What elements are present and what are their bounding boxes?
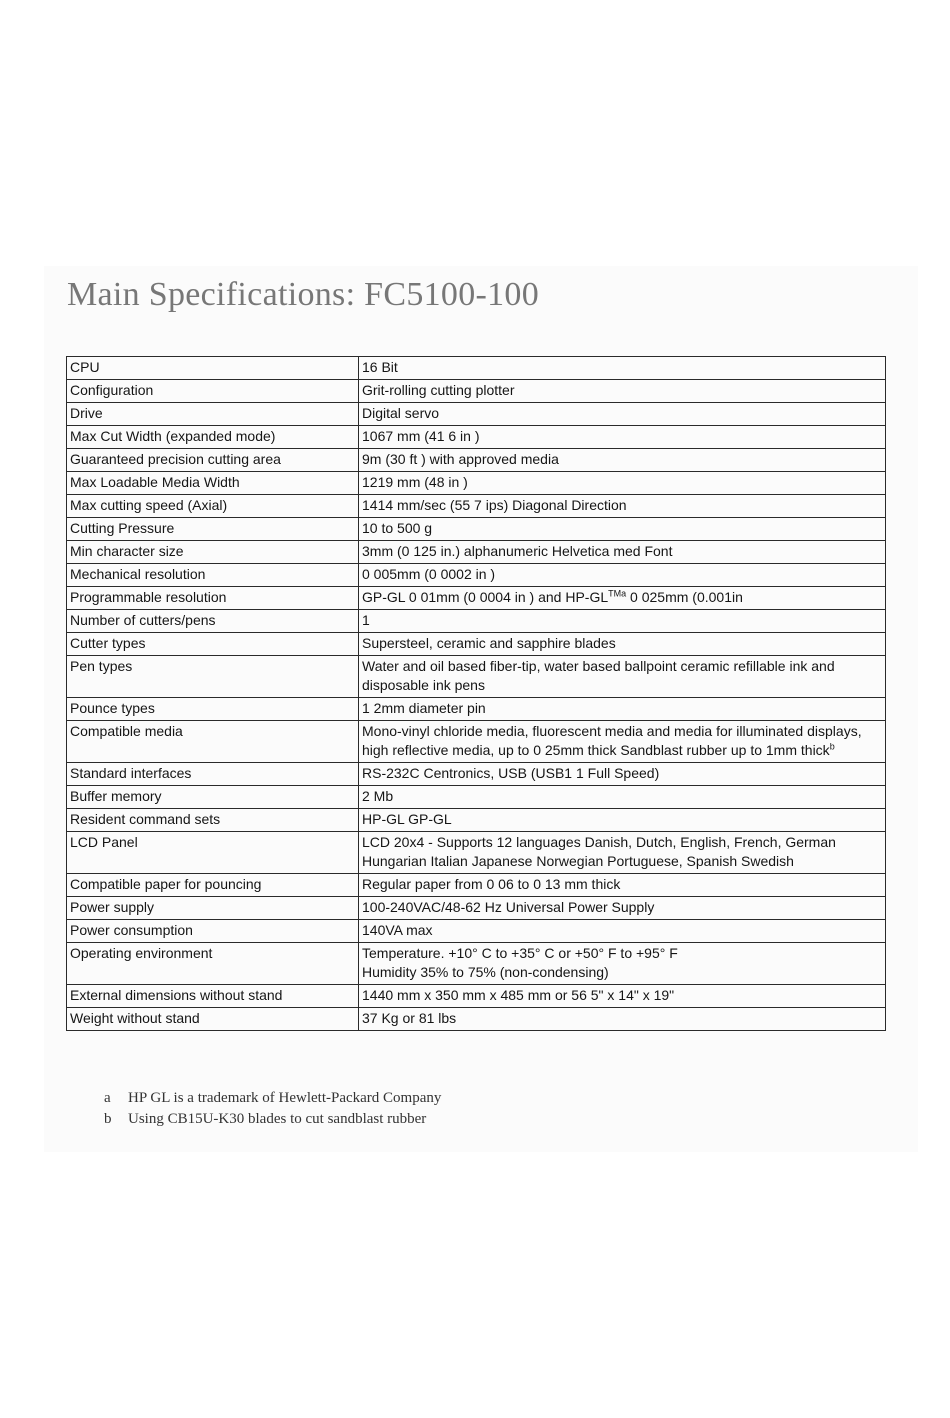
footnote-a <box>104 1090 441 1107</box>
spec-row <box>67 564 886 587</box>
spec-value <box>359 920 886 943</box>
spec-value-text: LCD 20x4 - Supports 12 languages Danish, Dutch, English, French, German Hungarian Italian Japanese Norwegian Portuguese, Spanish Swedish <box>362 834 836 869</box>
spec-row <box>67 897 886 920</box>
spec-value-text: 3mm (0 125 in.) alphanumeric Helvetica med Font <box>362 543 673 559</box>
spec-value-text: 100-240VAC/48-62 Hz Universal Power Supply <box>362 899 655 915</box>
spec-value <box>359 449 886 472</box>
spec-label: Weight without stand <box>67 1008 359 1031</box>
spec-row <box>67 874 886 897</box>
spec-value-text: 1219 mm (48 in ) <box>362 474 468 490</box>
spec-value-tail: 0 025mm (0.001in <box>626 589 743 605</box>
specifications-table <box>66 356 886 1031</box>
spec-row <box>67 763 886 786</box>
spec-row <box>67 633 886 656</box>
spec-value-text: Temperature. +10° C to +35° C or +50° F to +95° F <box>362 945 678 961</box>
spec-row <box>67 721 886 763</box>
footnote-letter: a <box>104 1090 111 1106</box>
spec-label: Cutter types <box>67 633 359 656</box>
spec-row <box>67 832 886 874</box>
spec-label: Max cutting speed (Axial) <box>67 495 359 518</box>
spec-label: Resident command sets <box>67 809 359 832</box>
spec-row <box>67 426 886 449</box>
spec-label: Power consumption <box>67 920 359 943</box>
spec-value <box>359 541 886 564</box>
spec-label: Pounce types <box>67 698 359 721</box>
spec-label: Compatible paper for pouncing <box>67 874 359 897</box>
spec-value-text: Digital servo <box>362 405 440 421</box>
spec-label: Drive <box>67 403 359 426</box>
spec-label: LCD Panel <box>67 832 359 874</box>
spec-value-text: 1 <box>362 612 370 628</box>
spec-value-text: Regular paper from 0 06 to 0 13 mm thick <box>362 876 621 892</box>
spec-row <box>67 403 886 426</box>
spec-value <box>359 943 886 985</box>
spec-label: Operating environment <box>67 943 359 985</box>
spec-label: Pen types <box>67 656 359 698</box>
spec-value <box>359 610 886 633</box>
spec-value <box>359 380 886 403</box>
spec-value-text: Mono-vinyl chloride media, fluorescent media and media for illuminated displays, high reflective media, up to 0 25mm thick Sandblast rubber up to 1mm thick <box>362 723 862 758</box>
spec-row <box>67 587 886 610</box>
footnote-letter: b <box>104 1111 112 1127</box>
spec-value <box>359 874 886 897</box>
spec-row <box>67 541 886 564</box>
spec-value <box>359 786 886 809</box>
spec-value-text: 10 to 500 g <box>362 520 433 536</box>
footnote-text: Using CB15U-K30 blades to cut sandblast rubber <box>128 1111 427 1127</box>
spec-label: External dimensions without stand <box>67 985 359 1008</box>
spec-row <box>67 920 886 943</box>
spec-value <box>359 518 886 541</box>
spec-value-text: 1440 mm x 350 mm x 485 mm or 56 5" x 14" x 19" <box>362 987 675 1003</box>
spec-label: Programmable resolution <box>67 587 359 610</box>
spec-label: Number of cutters/pens <box>67 610 359 633</box>
spec-value <box>359 721 886 763</box>
spec-value-text: 140VA max <box>362 922 433 938</box>
spec-label: Configuration <box>67 380 359 403</box>
spec-label: Compatible media <box>67 721 359 763</box>
spec-value <box>359 1008 886 1031</box>
spec-row <box>67 518 886 541</box>
spec-label: Buffer memory <box>67 786 359 809</box>
spec-value <box>359 763 886 786</box>
spec-value <box>359 472 886 495</box>
footnotes <box>104 1090 441 1132</box>
spec-value <box>359 426 886 449</box>
spec-row <box>67 472 886 495</box>
spec-row <box>67 610 886 633</box>
footnote-marker: b <box>829 741 835 752</box>
spec-value-text: 2 Mb <box>362 788 394 804</box>
spec-value-text: RS-232C Centronics, USB (USB1 1 Full Speed) <box>362 765 660 781</box>
spec-value-text: 9m (30 ft ) with approved media <box>362 451 559 467</box>
spec-value <box>359 633 886 656</box>
page-title: Main Specifications: FC5100-100 <box>67 276 540 313</box>
footnote-text: HP GL is a trademark of Hewlett-Packard Company <box>128 1090 442 1106</box>
spec-row <box>67 943 886 985</box>
spec-value <box>359 698 886 721</box>
spec-row <box>67 357 886 380</box>
spec-label: Max Cut Width (expanded mode) <box>67 426 359 449</box>
spec-value-text: 1 2mm diameter pin <box>362 700 486 716</box>
spec-value <box>359 656 886 698</box>
spec-value-text: 1067 mm (41 6 in ) <box>362 428 480 444</box>
spec-value-text: Supersteel, ceramic and sapphire blades <box>362 635 616 651</box>
spec-label: Min character size <box>67 541 359 564</box>
spec-label: Guaranteed precision cutting area <box>67 449 359 472</box>
spec-row <box>67 1008 886 1031</box>
spec-value <box>359 495 886 518</box>
spec-value-text: 16 Bit <box>362 359 398 375</box>
spec-value-text: 0 005mm (0 0002 in ) <box>362 566 496 582</box>
footnote-b <box>104 1111 441 1128</box>
spec-value <box>359 809 886 832</box>
spec-value-text: Water and oil based fiber-tip, water based ballpoint ceramic refillable ink and disposable ink pens <box>362 658 835 693</box>
spec-value <box>359 403 886 426</box>
spec-value-text: HP-GL GP-GL <box>362 811 452 827</box>
spec-row <box>67 809 886 832</box>
spec-row <box>67 985 886 1008</box>
spec-value-text: 1414 mm/sec (55 7 ips) Diagonal Direction <box>362 497 627 513</box>
spec-row <box>67 656 886 698</box>
spec-value-line2: Humidity 35% to 75% (non-condensing) <box>362 964 609 980</box>
spec-row <box>67 449 886 472</box>
spec-label: Max Loadable Media Width <box>67 472 359 495</box>
spec-label: CPU <box>67 357 359 380</box>
spec-row <box>67 698 886 721</box>
footnote-marker: TMa <box>608 588 627 599</box>
spec-value <box>359 357 886 380</box>
spec-row <box>67 786 886 809</box>
spec-value <box>359 587 886 610</box>
spec-value <box>359 897 886 920</box>
spec-row <box>67 495 886 518</box>
spec-value-text: Grit-rolling cutting plotter <box>362 382 515 398</box>
spec-value <box>359 985 886 1008</box>
spec-value <box>359 832 886 874</box>
spec-value-text: GP-GL 0 01mm (0 0004 in ) and HP-GL <box>362 589 609 605</box>
spec-label: Cutting Pressure <box>67 518 359 541</box>
spec-label: Mechanical resolution <box>67 564 359 587</box>
spec-label: Standard interfaces <box>67 763 359 786</box>
spec-value <box>359 564 886 587</box>
spec-value-text: 37 Kg or 81 lbs <box>362 1010 457 1026</box>
spec-row <box>67 380 886 403</box>
spec-label: Power supply <box>67 897 359 920</box>
